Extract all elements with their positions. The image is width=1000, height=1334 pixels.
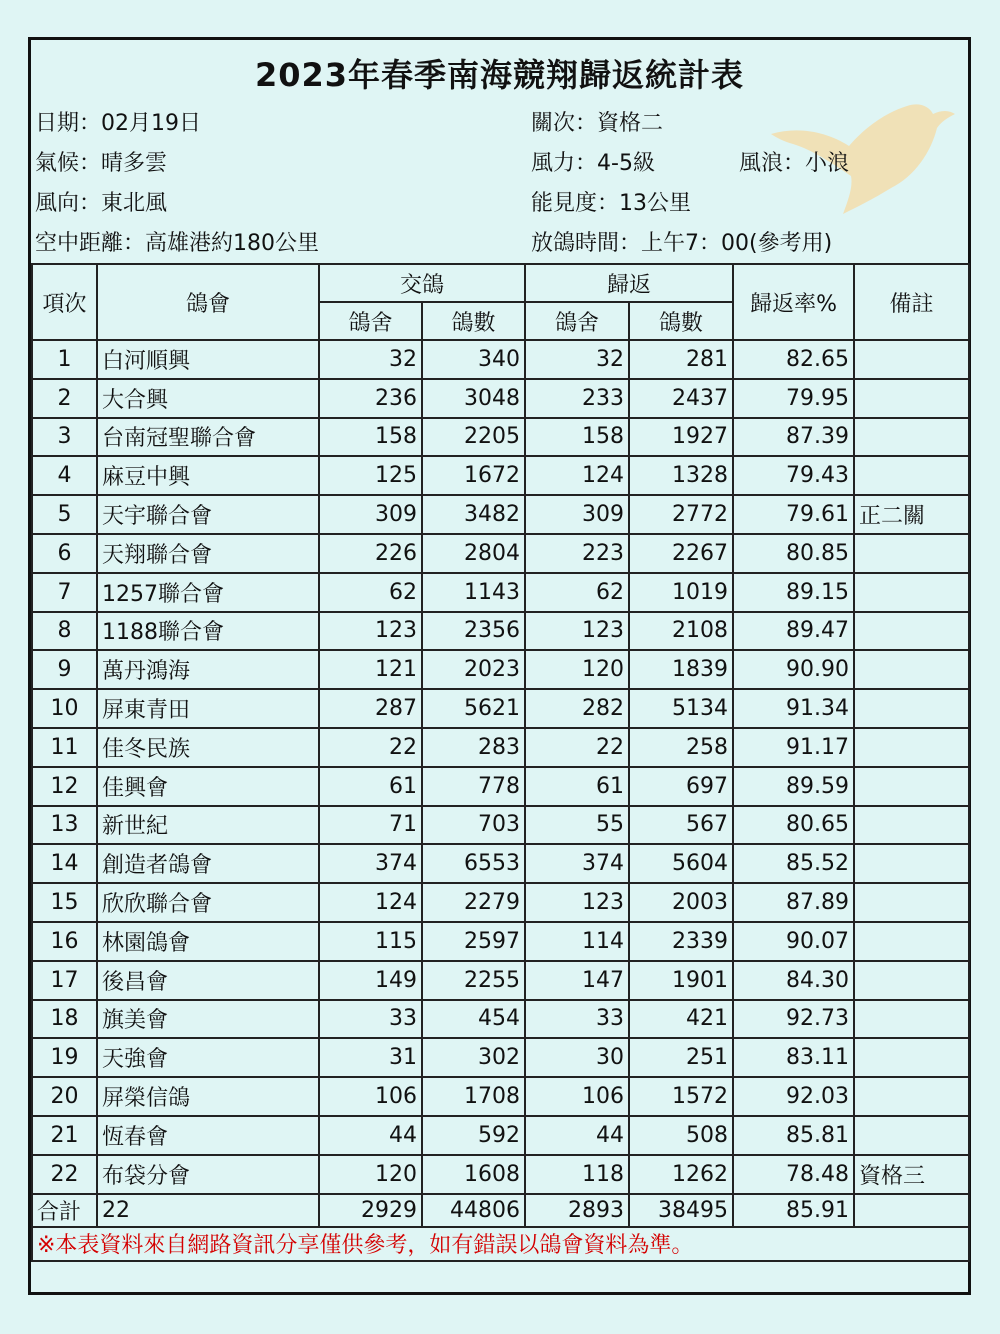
row-number: 7 bbox=[32, 573, 97, 612]
total-returned-lofts: 2893 bbox=[525, 1194, 629, 1227]
row-return-rate: 90.90 bbox=[733, 650, 854, 689]
table-row bbox=[32, 1116, 969, 1155]
row-returned-lofts: 61 bbox=[525, 767, 629, 806]
total-entered-lofts: 2929 bbox=[319, 1194, 422, 1227]
table-row bbox=[32, 961, 969, 1000]
row-entered-pigeons: 3048 bbox=[422, 379, 525, 418]
row-number: 13 bbox=[32, 806, 97, 845]
row-entered-pigeons: 6553 bbox=[422, 844, 525, 883]
row-return-rate: 92.73 bbox=[733, 1000, 854, 1039]
row-returned-lofts: 223 bbox=[525, 534, 629, 573]
row-remark bbox=[854, 883, 969, 922]
header-club: 鴿會 bbox=[97, 264, 319, 340]
distance-label: 空中距離： bbox=[35, 231, 146, 256]
row-club: 創造者鴿會 bbox=[97, 844, 319, 883]
total-remark bbox=[854, 1194, 969, 1227]
wind-force-value: 4-5級 bbox=[597, 151, 655, 176]
row-entered-pigeons: 454 bbox=[422, 1000, 525, 1039]
row-entered-lofts: 121 bbox=[319, 650, 422, 689]
row-club: 白河順興 bbox=[97, 340, 319, 379]
row-entered-lofts: 120 bbox=[319, 1155, 422, 1194]
table-row bbox=[32, 728, 969, 767]
table-row bbox=[32, 418, 969, 457]
row-remark bbox=[854, 1077, 969, 1116]
row-number: 8 bbox=[32, 612, 97, 651]
row-number: 20 bbox=[32, 1077, 97, 1116]
row-returned-pigeons: 1901 bbox=[629, 961, 733, 1000]
row-entered-lofts: 226 bbox=[319, 534, 422, 573]
row-returned-lofts: 233 bbox=[525, 379, 629, 418]
row-returned-lofts: 118 bbox=[525, 1155, 629, 1194]
row-returned-lofts: 30 bbox=[525, 1038, 629, 1077]
row-entered-lofts: 32 bbox=[319, 340, 422, 379]
row-number: 4 bbox=[32, 456, 97, 495]
row-remark bbox=[854, 418, 969, 457]
row-return-rate: 79.43 bbox=[733, 456, 854, 495]
row-club: 後昌會 bbox=[97, 961, 319, 1000]
row-entered-lofts: 123 bbox=[319, 612, 422, 651]
info-release-time bbox=[531, 226, 832, 257]
row-returned-lofts: 33 bbox=[525, 1000, 629, 1039]
row-club: 天強會 bbox=[97, 1038, 319, 1077]
row-entered-pigeons: 2023 bbox=[422, 650, 525, 689]
table-row bbox=[32, 495, 969, 534]
row-number: 18 bbox=[32, 1000, 97, 1039]
row-number: 5 bbox=[32, 495, 97, 534]
table-row bbox=[32, 650, 969, 689]
total-label: 合計 bbox=[32, 1194, 97, 1227]
row-remark: 正二關 bbox=[854, 495, 969, 534]
row-club: 布袋分會 bbox=[97, 1155, 319, 1194]
row-number: 2 bbox=[32, 379, 97, 418]
row-club: 屏榮信鴿 bbox=[97, 1077, 319, 1116]
row-returned-pigeons: 281 bbox=[629, 340, 733, 379]
row-remark bbox=[854, 728, 969, 767]
row-remark bbox=[854, 1000, 969, 1039]
row-remark bbox=[854, 806, 969, 845]
row-club: 佳冬民族 bbox=[97, 728, 319, 767]
table-row bbox=[32, 767, 969, 806]
row-returned-pigeons: 1839 bbox=[629, 650, 733, 689]
row-return-rate: 92.03 bbox=[733, 1077, 854, 1116]
round-value: 資格二 bbox=[597, 111, 664, 136]
row-return-rate: 87.39 bbox=[733, 418, 854, 457]
row-returned-lofts: 124 bbox=[525, 456, 629, 495]
row-returned-pigeons: 508 bbox=[629, 1116, 733, 1155]
row-club: 新世紀 bbox=[97, 806, 319, 845]
row-entered-pigeons: 5621 bbox=[422, 689, 525, 728]
row-returned-lofts: 374 bbox=[525, 844, 629, 883]
row-remark bbox=[854, 1038, 969, 1077]
row-entered-pigeons: 340 bbox=[422, 340, 525, 379]
row-remark bbox=[854, 612, 969, 651]
table-body bbox=[32, 340, 969, 1194]
row-entered-pigeons: 1672 bbox=[422, 456, 525, 495]
row-return-rate: 90.07 bbox=[733, 922, 854, 961]
info-distance bbox=[35, 226, 319, 257]
row-remark bbox=[854, 650, 969, 689]
row-number: 3 bbox=[32, 418, 97, 457]
visibility-label: 能見度： bbox=[531, 191, 620, 216]
row-entered-lofts: 158 bbox=[319, 418, 422, 457]
table-row bbox=[32, 883, 969, 922]
info-round bbox=[531, 106, 663, 137]
table-row bbox=[32, 534, 969, 573]
row-return-rate: 78.48 bbox=[733, 1155, 854, 1194]
row-returned-lofts: 123 bbox=[525, 883, 629, 922]
info-visibility bbox=[531, 186, 691, 217]
row-club: 1188聯合會 bbox=[97, 612, 319, 651]
row-return-rate: 85.81 bbox=[733, 1116, 854, 1155]
date-label: 日期： bbox=[35, 111, 102, 136]
row-return-rate: 85.52 bbox=[733, 844, 854, 883]
row-entered-lofts: 115 bbox=[319, 922, 422, 961]
total-rate: 85.91 bbox=[733, 1194, 854, 1227]
row-entered-lofts: 236 bbox=[319, 379, 422, 418]
date-value: 02月19日 bbox=[101, 111, 202, 136]
row-entered-lofts: 125 bbox=[319, 456, 422, 495]
wind-dir-label: 風向： bbox=[35, 191, 102, 216]
row-remark bbox=[854, 844, 969, 883]
row-club: 萬丹鴻海 bbox=[97, 650, 319, 689]
row-remark bbox=[854, 379, 969, 418]
row-return-rate: 83.11 bbox=[733, 1038, 854, 1077]
row-number: 11 bbox=[32, 728, 97, 767]
header-remark: 備註 bbox=[854, 264, 969, 340]
row-entered-pigeons: 2356 bbox=[422, 612, 525, 651]
row-number: 16 bbox=[32, 922, 97, 961]
row-remark bbox=[854, 961, 969, 1000]
stats-sheet bbox=[28, 37, 971, 1295]
row-remark bbox=[854, 534, 969, 573]
row-remark bbox=[854, 922, 969, 961]
row-entered-pigeons: 2279 bbox=[422, 883, 525, 922]
table-row bbox=[32, 689, 969, 728]
row-returned-pigeons: 1572 bbox=[629, 1077, 733, 1116]
row-entered-pigeons: 3482 bbox=[422, 495, 525, 534]
info-wind-force bbox=[531, 146, 655, 177]
row-returned-pigeons: 1019 bbox=[629, 573, 733, 612]
row-returned-pigeons: 5134 bbox=[629, 689, 733, 728]
row-return-rate: 80.65 bbox=[733, 806, 854, 845]
row-entered-lofts: 22 bbox=[319, 728, 422, 767]
row-return-rate: 89.59 bbox=[733, 767, 854, 806]
row-entered-pigeons: 2597 bbox=[422, 922, 525, 961]
row-entered-lofts: 309 bbox=[319, 495, 422, 534]
row-returned-pigeons: 2339 bbox=[629, 922, 733, 961]
row-remark bbox=[854, 573, 969, 612]
row-returned-pigeons: 1262 bbox=[629, 1155, 733, 1194]
wind-force-label: 風力： bbox=[531, 151, 598, 176]
release-time-label: 放鴿時間： bbox=[531, 231, 642, 256]
table-row bbox=[32, 456, 969, 495]
row-number: 14 bbox=[32, 844, 97, 883]
row-returned-lofts: 282 bbox=[525, 689, 629, 728]
row-returned-pigeons: 2267 bbox=[629, 534, 733, 573]
header-returned: 歸返 bbox=[525, 264, 733, 302]
row-returned-pigeons: 697 bbox=[629, 767, 733, 806]
page-title: 2023年春季南海競翔歸返統計表 bbox=[254, 56, 745, 94]
header-entered-pigeons: 鴿數 bbox=[422, 302, 525, 340]
total-entered-pigeons: 44806 bbox=[422, 1194, 525, 1227]
visibility-value: 13公里 bbox=[619, 191, 692, 216]
row-returned-lofts: 147 bbox=[525, 961, 629, 1000]
row-number: 19 bbox=[32, 1038, 97, 1077]
row-returned-lofts: 106 bbox=[525, 1077, 629, 1116]
row-returned-pigeons: 5604 bbox=[629, 844, 733, 883]
row-remark bbox=[854, 456, 969, 495]
row-number: 22 bbox=[32, 1155, 97, 1194]
row-club: 大合興 bbox=[97, 379, 319, 418]
row-club: 麻豆中興 bbox=[97, 456, 319, 495]
row-entered-lofts: 71 bbox=[319, 806, 422, 845]
row-entered-pigeons: 1708 bbox=[422, 1077, 525, 1116]
row-entered-pigeons: 283 bbox=[422, 728, 525, 767]
table-row bbox=[32, 1038, 969, 1077]
row-entered-pigeons: 302 bbox=[422, 1038, 525, 1077]
row-return-rate: 91.34 bbox=[733, 689, 854, 728]
table-row bbox=[32, 1155, 969, 1194]
row-number: 6 bbox=[32, 534, 97, 573]
header-rate: 歸返率% bbox=[733, 264, 854, 340]
row-returned-lofts: 44 bbox=[525, 1116, 629, 1155]
row-entered-pigeons: 2205 bbox=[422, 418, 525, 457]
row-entered-pigeons: 703 bbox=[422, 806, 525, 845]
row-number: 21 bbox=[32, 1116, 97, 1155]
row-club: 欣欣聯合會 bbox=[97, 883, 319, 922]
row-returned-lofts: 114 bbox=[525, 922, 629, 961]
row-returned-pigeons: 567 bbox=[629, 806, 733, 845]
row-entered-pigeons: 1608 bbox=[422, 1155, 525, 1194]
row-club: 1257聯合會 bbox=[97, 573, 319, 612]
row-remark bbox=[854, 689, 969, 728]
table-row bbox=[32, 612, 969, 651]
row-entered-lofts: 33 bbox=[319, 1000, 422, 1039]
row-club: 恆春會 bbox=[97, 1116, 319, 1155]
row-entered-lofts: 124 bbox=[319, 883, 422, 922]
row-entered-lofts: 61 bbox=[319, 767, 422, 806]
row-remark bbox=[854, 767, 969, 806]
info-date bbox=[35, 106, 201, 137]
table-row bbox=[32, 1000, 969, 1039]
header-item: 項次 bbox=[32, 264, 97, 340]
row-returned-pigeons: 251 bbox=[629, 1038, 733, 1077]
row-entered-pigeons: 2804 bbox=[422, 534, 525, 573]
table-row bbox=[32, 1077, 969, 1116]
row-club: 屏東青田 bbox=[97, 689, 319, 728]
row-entered-lofts: 62 bbox=[319, 573, 422, 612]
row-number: 15 bbox=[32, 883, 97, 922]
row-returned-pigeons: 258 bbox=[629, 728, 733, 767]
info-wind-direction bbox=[35, 186, 167, 217]
waves-label: 風浪： bbox=[739, 151, 806, 176]
row-returned-pigeons: 2108 bbox=[629, 612, 733, 651]
row-return-rate: 79.95 bbox=[733, 379, 854, 418]
table-row bbox=[32, 340, 969, 379]
row-returned-pigeons: 2437 bbox=[629, 379, 733, 418]
header-returned-lofts: 鴿舍 bbox=[525, 302, 629, 340]
distance-value: 高雄港約180公里 bbox=[145, 231, 320, 256]
weather-value: 晴多雲 bbox=[101, 151, 168, 176]
row-club: 林園鴿會 bbox=[97, 922, 319, 961]
row-number: 12 bbox=[32, 767, 97, 806]
row-returned-lofts: 158 bbox=[525, 418, 629, 457]
weather-label: 氣候： bbox=[35, 151, 102, 176]
header-entered-lofts: 鴿舍 bbox=[319, 302, 422, 340]
row-entered-lofts: 287 bbox=[319, 689, 422, 728]
note-row bbox=[32, 1227, 969, 1261]
results-table bbox=[31, 263, 970, 1262]
row-number: 10 bbox=[32, 689, 97, 728]
wind-dir-value: 東北風 bbox=[101, 191, 168, 216]
table-row bbox=[32, 922, 969, 961]
disclaimer-note: ※本表資料來自網路資訊分享僅供參考，如有錯誤以鴿會資料為準。 bbox=[32, 1227, 969, 1261]
total-returned-pigeons: 38495 bbox=[629, 1194, 733, 1227]
table-row bbox=[32, 806, 969, 845]
row-entered-lofts: 374 bbox=[319, 844, 422, 883]
row-entered-pigeons: 2255 bbox=[422, 961, 525, 1000]
row-club: 天翔聯合會 bbox=[97, 534, 319, 573]
row-returned-lofts: 309 bbox=[525, 495, 629, 534]
table-row bbox=[32, 844, 969, 883]
row-returned-lofts: 62 bbox=[525, 573, 629, 612]
row-returned-lofts: 55 bbox=[525, 806, 629, 845]
row-entered-lofts: 106 bbox=[319, 1077, 422, 1116]
row-returned-pigeons: 2003 bbox=[629, 883, 733, 922]
row-club: 台南冠聖聯合會 bbox=[97, 418, 319, 457]
row-return-rate: 89.15 bbox=[733, 573, 854, 612]
row-returned-pigeons: 421 bbox=[629, 1000, 733, 1039]
row-return-rate: 91.17 bbox=[733, 728, 854, 767]
row-number: 1 bbox=[32, 340, 97, 379]
row-returned-lofts: 32 bbox=[525, 340, 629, 379]
row-club: 旗美會 bbox=[97, 1000, 319, 1039]
row-entered-pigeons: 1143 bbox=[422, 573, 525, 612]
table-row bbox=[32, 379, 969, 418]
row-returned-lofts: 22 bbox=[525, 728, 629, 767]
row-return-rate: 80.85 bbox=[733, 534, 854, 573]
row-return-rate: 84.30 bbox=[733, 961, 854, 1000]
row-entered-lofts: 31 bbox=[319, 1038, 422, 1077]
total-row bbox=[32, 1194, 969, 1227]
row-returned-pigeons: 2772 bbox=[629, 495, 733, 534]
waves-value: 小浪 bbox=[805, 151, 850, 176]
row-remark bbox=[854, 340, 969, 379]
row-returned-pigeons: 1927 bbox=[629, 418, 733, 457]
row-club: 天宇聯合會 bbox=[97, 495, 319, 534]
row-remark bbox=[854, 1116, 969, 1155]
header-returned-pigeons: 鴿數 bbox=[629, 302, 733, 340]
table-row bbox=[32, 573, 969, 612]
row-entered-pigeons: 778 bbox=[422, 767, 525, 806]
row-returned-pigeons: 1328 bbox=[629, 456, 733, 495]
row-returned-lofts: 123 bbox=[525, 612, 629, 651]
row-number: 17 bbox=[32, 961, 97, 1000]
row-entered-lofts: 44 bbox=[319, 1116, 422, 1155]
header-entered: 交鴿 bbox=[319, 264, 525, 302]
row-number: 9 bbox=[32, 650, 97, 689]
info-waves bbox=[739, 146, 849, 177]
row-returned-lofts: 120 bbox=[525, 650, 629, 689]
row-remark: 資格三 bbox=[854, 1155, 969, 1194]
release-time-value: 上午7：00(參考用) bbox=[641, 231, 833, 256]
row-return-rate: 82.65 bbox=[733, 340, 854, 379]
info-weather bbox=[35, 146, 167, 177]
row-entered-lofts: 149 bbox=[319, 961, 422, 1000]
row-return-rate: 87.89 bbox=[733, 883, 854, 922]
row-entered-pigeons: 592 bbox=[422, 1116, 525, 1155]
row-return-rate: 79.61 bbox=[733, 495, 854, 534]
row-return-rate: 89.47 bbox=[733, 612, 854, 651]
total-club-count: 22 bbox=[97, 1194, 319, 1227]
round-label: 關次： bbox=[531, 111, 598, 136]
row-club: 佳興會 bbox=[97, 767, 319, 806]
